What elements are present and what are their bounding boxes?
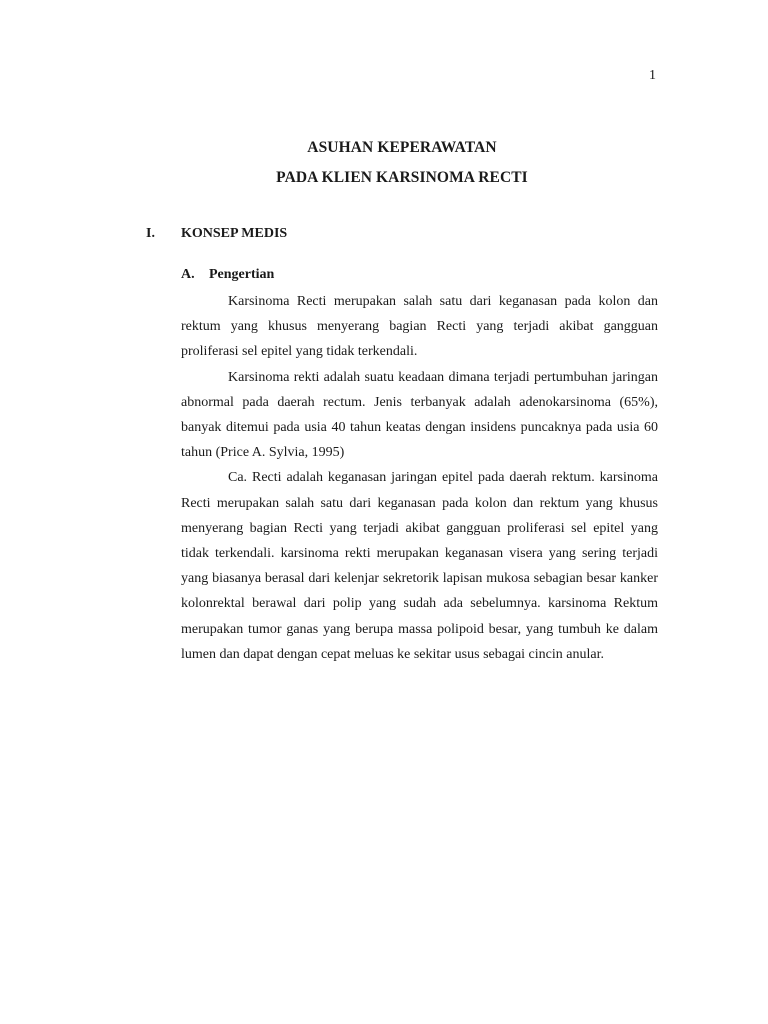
document-title: ASUHAN KEPERAWATAN — [307, 139, 497, 156]
subsection-number: A. — [181, 267, 195, 282]
section-heading — [146, 226, 287, 242]
body-text — [181, 289, 658, 667]
subsection-heading — [181, 267, 274, 283]
subsection-title: Pengertian — [209, 267, 275, 282]
section-number: I. — [146, 226, 155, 241]
paragraph: Karsinoma rekti adalah suatu keadaan dimana terjadi pertumbuhan jaringan abnormal pada daerah rectum. Jenis terbanyak adalah adenokarsinoma (65%), banyak ditemui pada usia 40 tahun keatas dengan insidens puncaknya pada usia 60 tahun (Price A. Sylvia, 1995) — [181, 369, 658, 461]
paragraph: Ca. Recti adalah keganasan jaringan epitel pada daerah rektum. karsinoma Recti merupakan salah satu dari keganasan pada kolon dan rektum yang khusus menyerang bagian Recti yang terjadi akibat gangguan proliferasi sel epitel yang tidak terkendali. karsinoma rekti merupakan keganasan visera yang sering terjadi yang biasanya berasal dari kelenjar sekretorik lapisan mukosa sebagian besar kanker kolonrektal berawal dari polip yang sudah ada sebelumnya. karsinoma Rektum merupakan tumor ganas yang berupa massa polipoid besar, yang tumbuh ke dalam lumen dan dapat dengan cepat meluas ke sekitar usus sebagai cincin anular. — [181, 470, 658, 662]
document-subtitle: PADA KLIEN KARSINOMA RECTI — [276, 169, 528, 186]
paragraph: Karsinoma Recti merupakan salah satu dari keganasan pada kolon dan rektum yang khusus menyerang bagian Recti yang terjadi akibat gangguan proliferasi sel epitel yang tidak terkendali. — [181, 294, 658, 360]
page-number: 1 — [649, 68, 656, 83]
section-title: KONSEP MEDIS — [181, 226, 288, 241]
